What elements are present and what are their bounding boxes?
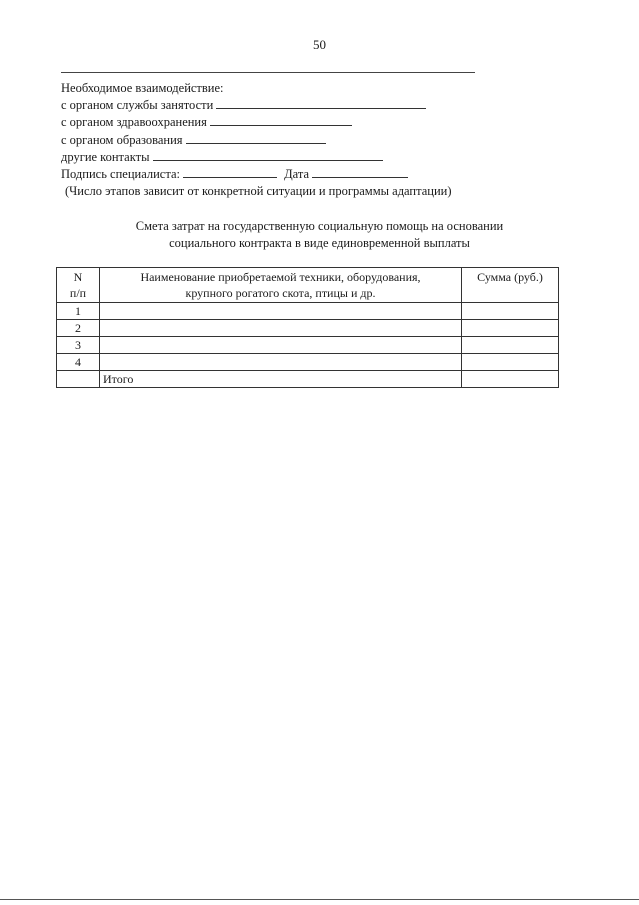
- column-header-sum: Сумма (руб.): [462, 268, 559, 303]
- estimate-table: [56, 267, 559, 388]
- row-name-cell[interactable]: [100, 354, 462, 371]
- column-header-name-line2: крупного рогатого скота, птицы и др.: [185, 286, 376, 300]
- row-num: 4: [57, 354, 100, 371]
- row-name-cell[interactable]: [100, 303, 462, 320]
- total-row: [57, 371, 559, 388]
- total-label: Итого: [100, 371, 462, 388]
- row-num: 3: [57, 337, 100, 354]
- row-sum-cell[interactable]: [462, 303, 559, 320]
- signature-line: [61, 166, 452, 183]
- education-line: [61, 132, 452, 149]
- estimate-title-line1: Смета затрат на государственную социальную помощь на основании: [135, 219, 504, 233]
- column-header-name: [100, 268, 462, 303]
- other-contacts-line: [61, 149, 452, 166]
- table-header-row: [57, 268, 559, 303]
- date-label: Дата: [284, 167, 310, 182]
- employment-line: [61, 97, 452, 114]
- row-num: 2: [57, 320, 100, 337]
- estimate-title-line2: социального контракта в виде единовременной выплаты: [169, 236, 470, 250]
- column-header-num-line2: п/п: [69, 286, 87, 300]
- other-contacts-label: другие контакты: [61, 149, 150, 164]
- row-num: 1: [57, 303, 100, 320]
- interaction-heading: Необходимое взаимодействие:: [61, 81, 224, 95]
- total-row-num: [57, 371, 100, 388]
- row-sum-cell[interactable]: [462, 354, 559, 371]
- table-row: [57, 320, 559, 337]
- top-rule: [61, 72, 475, 73]
- education-label: с органом образования: [61, 132, 183, 147]
- estimate-title: [0, 218, 639, 252]
- total-sum-cell[interactable]: [462, 371, 559, 388]
- date-field[interactable]: [312, 166, 408, 178]
- row-sum-cell[interactable]: [462, 320, 559, 337]
- specialist-signature-label: Подпись специалиста:: [61, 167, 180, 182]
- column-header-name-line1: Наименование приобретаемой техники, оборудования,: [140, 270, 421, 284]
- row-sum-cell[interactable]: [462, 337, 559, 354]
- column-header-num-line1: N: [73, 270, 83, 284]
- table-row: [57, 303, 559, 320]
- health-label: с органом здравоохранения: [61, 115, 207, 130]
- employment-field[interactable]: [216, 97, 426, 109]
- page-number: 50: [313, 37, 326, 52]
- row-name-cell[interactable]: [100, 320, 462, 337]
- bottom-rule: [0, 899, 639, 900]
- employment-label: с органом службы занятости: [61, 98, 214, 113]
- column-header-num: [57, 268, 100, 303]
- other-contacts-field[interactable]: [153, 149, 383, 161]
- health-field[interactable]: [210, 114, 352, 126]
- table-row: [57, 354, 559, 371]
- health-line: [61, 114, 452, 131]
- specialist-signature-field[interactable]: [183, 166, 277, 178]
- table-row: [57, 337, 559, 354]
- interaction-section: [61, 80, 452, 200]
- stages-note: (Число этапов зависит от конкретной ситуации и программы адаптации): [65, 184, 452, 199]
- education-field[interactable]: [186, 132, 326, 144]
- row-name-cell[interactable]: [100, 337, 462, 354]
